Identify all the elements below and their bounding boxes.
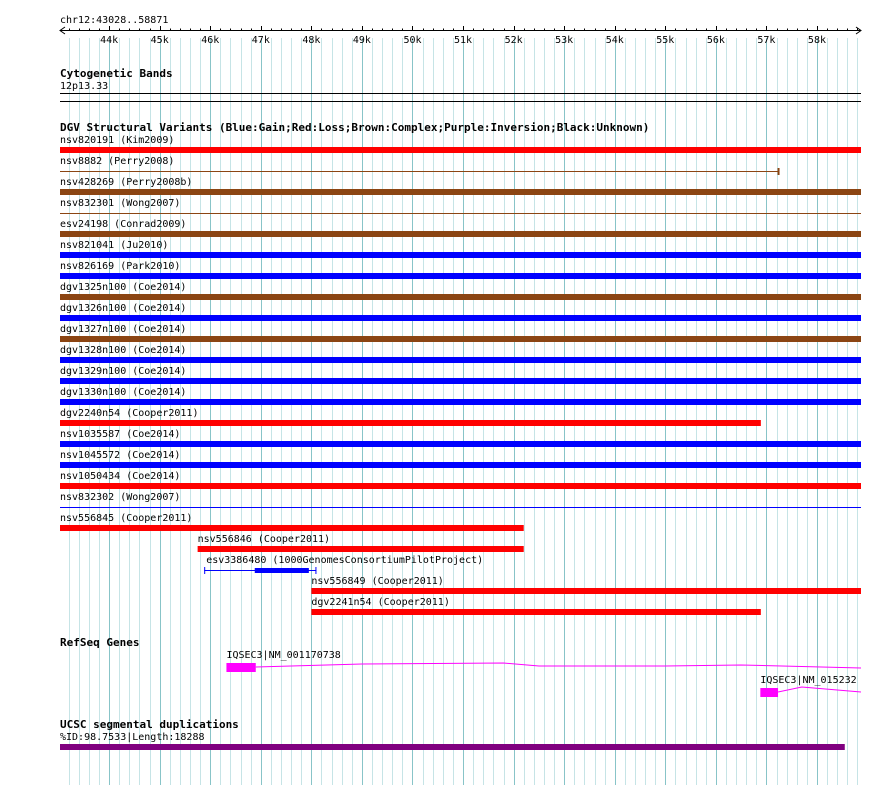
dgv-feature-bar <box>60 336 861 342</box>
dgv-feature-label: nsv556849 (Cooper2011) <box>311 576 444 587</box>
dgv-feature-label: dgv2241n54 (Cooper2011) <box>311 597 450 608</box>
dgv-feature-label: esv3386480 (1000GenomesConsortiumPilotProject) <box>206 555 484 566</box>
dgv-feature-label: nsv1035587 (Coe2014) <box>60 429 181 440</box>
ruler-tick-label: 45k <box>150 35 169 46</box>
dgv-feature-bar <box>60 483 861 489</box>
dgv-feature-bar <box>60 525 524 531</box>
dgv-feature-label: dgv1327n100 (Coe2014) <box>60 324 187 335</box>
cytoband-title: Cytogenetic Bands <box>60 67 173 80</box>
ruler-tick-label: 57k <box>757 35 776 46</box>
ruler-tick-label: 58k <box>807 35 826 46</box>
dgv-feature-label: nsv1045572 (Coe2014) <box>60 450 181 461</box>
dgv-feature-label: nsv832301 (Wong2007) <box>60 198 181 209</box>
dgv-feature-bar <box>60 462 861 468</box>
dgv-feature-bar <box>60 315 861 321</box>
dgv-feature-bar <box>60 231 861 237</box>
locus-label: chr12:43028..58871 <box>60 15 169 26</box>
refseq-exon <box>226 663 255 672</box>
dgv-feature-bar <box>60 378 861 384</box>
ruler-tick-label: 52k <box>504 35 523 46</box>
dgv-feature-label: nsv428269 (Perry2008b) <box>60 177 193 188</box>
dgv-feature-label: nsv820191 (Kim2009) <box>60 135 175 146</box>
dgv-feature-bar <box>60 420 761 426</box>
ruler-tick-label: 54k <box>605 35 624 46</box>
dgv-feature-bar <box>198 546 524 552</box>
ruler-tick-label: 55k <box>656 35 675 46</box>
dgv-feature-bar <box>60 399 861 405</box>
dgv-feature-label: nsv832302 (Wong2007) <box>60 492 181 503</box>
dgv-feature-bar <box>60 294 861 300</box>
ruler-tick-label: 44k <box>100 35 119 46</box>
dgv-feature-label: nsv556845 (Cooper2011) <box>60 513 193 524</box>
refseq-intron <box>778 687 861 692</box>
ruler-tick-label: 47k <box>251 35 270 46</box>
dgv-feature-label: dgv2240n54 (Cooper2011) <box>60 408 199 419</box>
dgv-feature-bar <box>60 273 861 279</box>
refseq-exon <box>760 688 778 697</box>
dgv-feature-bar <box>60 147 861 153</box>
dgv-feature-label: dgv1328n100 (Coe2014) <box>60 345 187 356</box>
ruler-tick-label: 56k <box>706 35 725 46</box>
ruler-tick-label: 48k <box>302 35 321 46</box>
ruler-tick-label: 53k <box>555 35 574 46</box>
dgv-feature-bar <box>60 357 861 363</box>
dgv-feature-label: dgv1326n100 (Coe2014) <box>60 303 187 314</box>
ruler-tick-label: 51k <box>454 35 473 46</box>
ruler-tick-label: 50k <box>403 35 422 46</box>
segdup-label: %ID:98.7533|Length:18288 <box>60 732 205 743</box>
cytoband-label: 12p13.33 <box>60 81 109 92</box>
dgv-feature-label: esv24198 (Conrad2009) <box>60 219 187 230</box>
dgv-feature-label: nsv556846 (Cooper2011) <box>197 534 331 545</box>
dgv-feature-core <box>255 568 309 573</box>
dgv-feature-label: nsv8882 (Perry2008) <box>60 156 175 167</box>
refseq-gene-label: IQSEC3|NM_001170738 <box>226 650 341 661</box>
dgv-feature-label: dgv1329n100 (Coe2014) <box>60 366 187 377</box>
dgv-feature-label: dgv1325n100 (Coe2014) <box>60 282 187 293</box>
dgv-feature-bar <box>60 441 861 447</box>
dgv-feature-label: nsv826169 (Park2010) <box>60 261 181 272</box>
dgv-feature-label: nsv821041 (Ju2010) <box>60 240 169 251</box>
segdup-title: UCSC segmental duplications <box>60 718 239 731</box>
dgv-feature-bar <box>311 588 861 594</box>
ruler-tick-label: 49k <box>352 35 371 46</box>
dgv-feature-bar <box>60 252 861 258</box>
ruler-tick-label: 46k <box>201 35 220 46</box>
dgv-title: DGV Structural Variants (Blue:Gain;Red:Loss;Brown:Complex;Purple:Inversion;Black:Unknown) <box>60 121 650 134</box>
dgv-feature-label: dgv1330n100 (Coe2014) <box>60 387 187 398</box>
segdup-bar <box>60 744 845 750</box>
dgv-feature-label: nsv1050434 (Coe2014) <box>60 471 181 482</box>
dgv-feature-bar <box>60 189 861 195</box>
refseq-gene-label: IQSEC3|NM_015232 <box>760 675 857 686</box>
refseq-title: RefSeq Genes <box>60 636 140 649</box>
dgv-feature-bar <box>311 609 760 615</box>
refseq-intron <box>256 663 861 668</box>
